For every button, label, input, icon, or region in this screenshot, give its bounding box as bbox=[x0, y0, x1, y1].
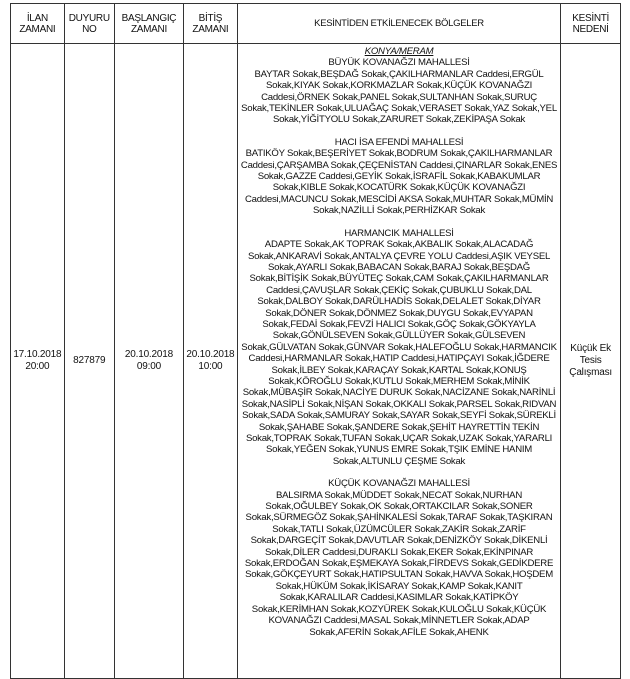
header-kesinti-nedeni bbox=[561, 4, 621, 44]
header-text: NEDENİ bbox=[572, 23, 609, 35]
ilan-date: 17.10.2018 bbox=[13, 348, 62, 360]
header-baslangic-zamani bbox=[114, 4, 183, 44]
neighborhood-name: BÜYÜK KOVANAĞZI MAHALLESİ bbox=[328, 57, 470, 69]
header-text: ZAMANI bbox=[19, 23, 56, 35]
header-ilan-zamani bbox=[11, 4, 65, 44]
neighborhood-name: KÜÇÜK KOVANAĞZI MAHALLESİ bbox=[328, 478, 470, 490]
header-text: ZAMANI bbox=[130, 23, 167, 35]
header-bolgeler: KESİNTİDEN ETKİLENECEK BÖLGELER bbox=[237, 4, 561, 44]
ilan-zamani-cell bbox=[11, 44, 65, 679]
header-text: DUYURU bbox=[68, 12, 110, 24]
reason-text: Çalışması bbox=[569, 366, 612, 378]
reason-text: Küçük Ek bbox=[570, 342, 611, 354]
header-duyuru-no bbox=[64, 4, 114, 44]
baslangic-zamani-cell bbox=[114, 44, 183, 679]
header-text: BİTİŞ bbox=[198, 12, 223, 24]
header-bitis-zamani bbox=[184, 4, 238, 44]
outage-table bbox=[10, 3, 621, 679]
affected-regions-cell bbox=[237, 44, 561, 679]
bitis-zamani-cell bbox=[184, 44, 238, 679]
outage-row bbox=[11, 44, 621, 679]
neighborhood-name: HARMANCIK MAHALLESİ bbox=[344, 227, 454, 239]
bitis-time: 10:00 bbox=[198, 360, 223, 372]
neighborhood-block bbox=[241, 137, 558, 217]
header-text: NO bbox=[82, 23, 97, 35]
neighborhood-block bbox=[241, 478, 558, 638]
baslangic-date: 20.10.2018 bbox=[124, 348, 173, 360]
ilan-time: 20:00 bbox=[25, 360, 50, 372]
neighborhood-block bbox=[241, 57, 558, 125]
kesinti-nedeni-cell bbox=[561, 44, 621, 679]
street-list: BATIKÖY Sokak,BEŞERİYET Sokak,BODRUM Sokak,ÇAKILHARMANLAR Caddesi,ÇARŞAMBA Sokak,ÇEÇENİSTAN Caddesi,ÇINARLAR Sokak,ENES Sokak,GAZZE Caddesi,GEYİK Sokak,İSRAFİL Sokak,KABAKUMLAR Sokak,KIBLE Sokak,KOCATÜRK Sokak,KÜÇÜK KOVANAĞZI Caddesi,MACUNCU Sokak,MESCİDİ AKSA Sokak,MUHTAR Sokak,MÜMİN Sokak,NAZİLLİ Sokak,PERHİZKAR Sokak bbox=[240, 148, 558, 217]
baslangic-time: 09:00 bbox=[136, 360, 161, 372]
header-text: ZAMANI bbox=[192, 23, 229, 35]
reason-text: Tesis bbox=[579, 354, 602, 366]
header-text: İLAN bbox=[26, 12, 48, 24]
street-list: BALSIRMA Sokak,MÜDDET Sokak,NECAT Sokak,NURHAN Sokak,OĞULBEY Sokak,OK Sokak,ORTAKCILAR Sokak,SONER Sokak,SÜRMEGÖZ Sokak,ŞAHİNKALESİ Sokak,TARAF Sokak,TAŞKIRAN Sokak,TATLI Sokak,ÜZÜMCÜLER Sokak,ZAKİR Sokak,ZARİF Sokak,DARGEÇİT Sokak,DAVUTLAR Sokak,DENİZKÖY Sokak,DİKENLİ Sokak,DİLER Caddesi,DURAKLI Sokak,EKER Sokak,EKİNPINAR Sokak,ERDOĞAN Sokak,EŞMEKAYA Sokak,FİRDEVS Sokak,GEDİKDERE Sokak,GÖKÇEYURT Sokak,HATIPSULTAN Sokak,HAVVA Sokak,HOŞDEM Sokak,HÜKÜM Sokak,İKİSARAY Sokak,KAMP Sokak,KANIT Sokak,KARALILAR Caddesi,KASIMLAR Sokak,KATİPKÖY Sokak,KERİMHAN Sokak,KOZYÜREK Sokak,KULOĞLU Sokak,KÜÇÜK KOVANAĞZI Caddesi,MASAL Sokak,MİNNETLER Sokak,ADAP Sokak,AFERİN Sokak,AFİLE Sokak,AHENK bbox=[244, 489, 554, 638]
duyuru-no-cell: 827879 bbox=[64, 44, 114, 679]
region-title: KONYA/MERAM bbox=[364, 46, 434, 57]
street-list: ADAPTE Sokak,AK TOPRAK Sokak,AKBALIK Sokak,ALACADAĞ Sokak,ANKARAVİ Sokak,ANTALYA ÇEVRE YOLU Caddesi,AŞIK VEYSEL Sokak,AYARLI Sokak,BABACAN Sokak,BARAJ Sokak,BEŞDAĞ Sokak,BİTİŞİK Sokak,BÜYÜTEÇ Sokak,CAM Sokak,ÇAKILHARMANLAR Caddesi,ÇAVUŞLAR Sokak,ÇEKİÇ Sokak,ÇUBUKLU Sokak,DAL Sokak,DALBOY Sokak,DARÜLHADİS Sokak,DELALET Sokak,DİYAR Sokak,DÖNER Sokak,DÖNMEZ Sokak,DUYGU Sokak,EVYAPAN Sokak,FEDAİ Sokak,FEVZİ HALICI Sokak,GÖÇ Sokak,GÖKYAYLA Sokak,GÖNÜLSEVEN Sokak,GÜLLÜYER Sokak,GÜLSEVEN Sokak,GÜLVATAN Sokak,GÜNVAR Sokak,HALEFOĞLU Sokak,HARMANCIK Caddesi,HARMANLAR Sokak,HATIP Caddesi,HATIPÇAYI Sokak,İĞDERE Sokak,İLBEY Sokak,KARAÇAY Sokak,KARTAL Sokak,KONUŞ Sokak,KÖROĞLU Sokak,KUTLU Sokak,MERHEM Sokak,MİNİK Sokak,MÜBAŞİR Sokak,NACİYE DURUK Sokak,NACİZANE Sokak,NARİNLİ Sokak,NASİPLİ Sokak,NİŞAN Sokak,OKKALI Sokak,PARSEL Sokak,RIDVAN Sokak,SADA Sokak,SAMURAY Sokak,SAYAR Sokak,SEYFİ Sokak,SÜREKLİ Sokak,ŞAHABE Sokak,ŞANDERE Sokak,ŞEHİT HAYRETTİN TEKİN Sokak,TOPRAK Sokak,TUFAN Sokak,UÇAR Sokak,UZAK Sokak,YARARLI Sokak,YEĞEN Sokak,YUNUS EMRE Sokak,TŞIK EMİNE HANIM Sokak,ALTUNLU ÇEŞME Sokak bbox=[241, 239, 557, 467]
bitis-date: 20.10.2018 bbox=[186, 348, 235, 360]
header-row bbox=[11, 4, 621, 44]
street-list: BAYTAR Sokak,BEŞDAĞ Sokak,ÇAKILHARMANLAR Caddesi,ERGÜL Sokak,KIYAK Sokak,KORKMAZLAR Sokak,KÜÇÜK KOVANAĞZI Caddesi,ÖRNEK Sokak,PANEL Sokak,SULTANHAN Sokak,SURUÇ Sokak,TEKİNLER Sokak,ULUAĞAÇ Sokak,VERASET Sokak,YAZ Sokak,YEL Sokak,YİĞİTYOLU Sokak,ZARURET Sokak,ZEKİPAŞA Sokak bbox=[241, 68, 557, 126]
header-text: KESİNTİ bbox=[572, 12, 610, 24]
neighborhood-block bbox=[241, 228, 558, 468]
neighborhood-name: HACI İSA EFENDİ MAHALLESİ bbox=[334, 136, 464, 148]
header-text: BAŞLANGIÇ bbox=[121, 12, 177, 24]
